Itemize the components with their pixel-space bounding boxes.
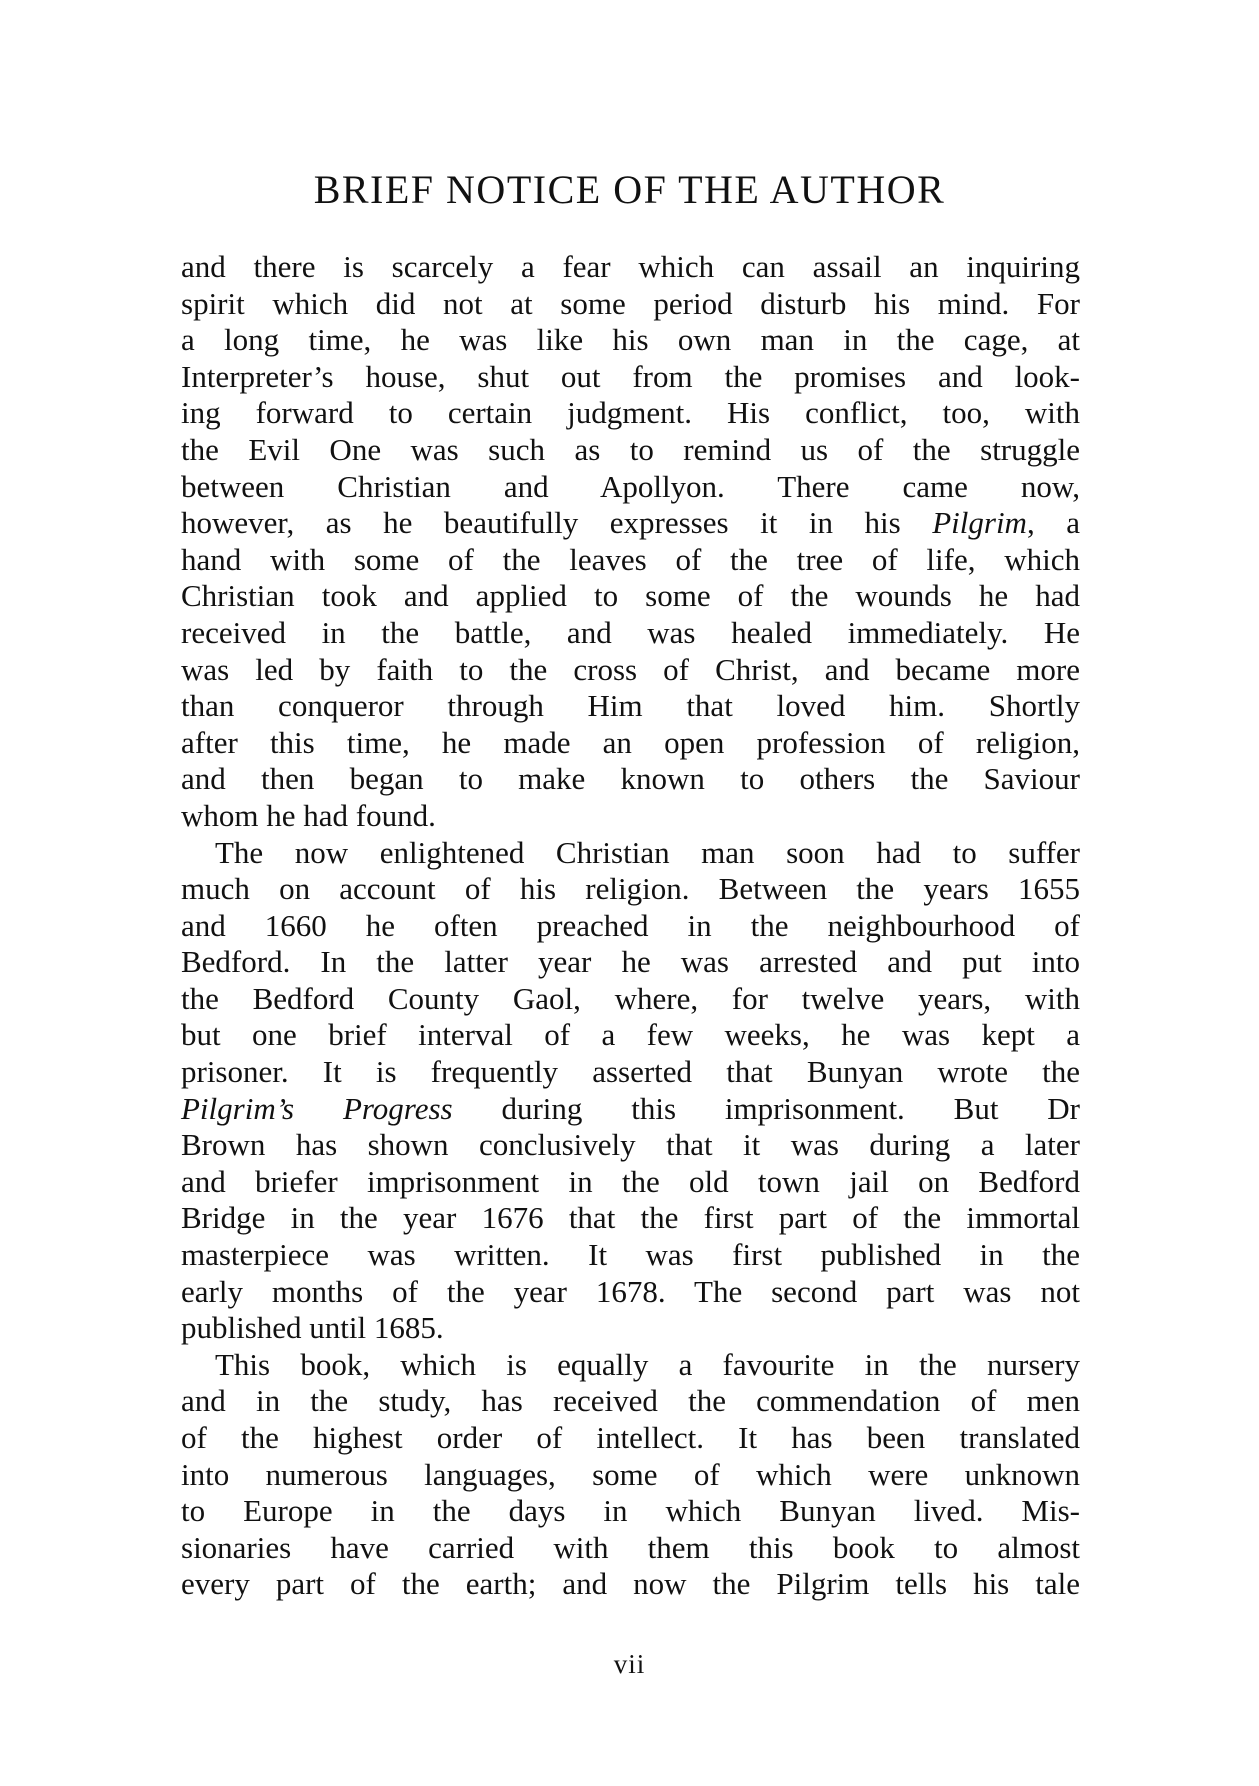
text-line: to Europe in the days in which Bunyan lived. Mis- bbox=[181, 1493, 1080, 1529]
text-line: however, as he beautifully expresses it in his Pilgrim, a bbox=[181, 505, 1080, 541]
text-line: was led by faith to the cross of Christ, and became more bbox=[181, 651, 1080, 687]
text-line: hand with some of the leaves of the tree of life, which bbox=[181, 541, 1080, 577]
text-line: into numerous languages, some of which were unknown bbox=[181, 1456, 1080, 1492]
text-line: Bridge in the year 1676 that the first part of the immortal bbox=[181, 1200, 1080, 1236]
text-line: between Christian and Apollyon. There came now, bbox=[181, 468, 1080, 504]
text-line: Christian took and applied to some of the wounds he had bbox=[181, 578, 1080, 614]
text-line: spirit which did not at some period disturb his mind. For bbox=[181, 285, 1080, 321]
text-line: and 1660 he often preached in the neighbourhood of bbox=[181, 907, 1080, 943]
text-line: received in the battle, and was healed immediately. He bbox=[181, 614, 1080, 650]
text-line: and briefer imprisonment in the old town jail on Bedford bbox=[181, 1163, 1080, 1199]
text-line: Pilgrim’s Progress during this imprisonment. But Dr bbox=[181, 1090, 1080, 1126]
paragraph-1 bbox=[181, 249, 1080, 835]
text-line: and in the study, has received the commendation of men bbox=[181, 1383, 1080, 1419]
page-number: vii bbox=[613, 1649, 646, 1679]
running-head: BRIEF NOTICE OF THE AUTHOR bbox=[313, 167, 946, 212]
text-line: and then began to make known to others the Saviour bbox=[181, 761, 1080, 797]
text-line: early months of the year 1678. The second part was not bbox=[181, 1273, 1080, 1309]
text-line: Interpreter’s house, shut out from the promises and look- bbox=[181, 358, 1080, 394]
text-line: ing forward to certain judgment. His conflict, too, with bbox=[181, 395, 1080, 431]
text-line: the Bedford County Gaol, where, for twelve years, with bbox=[181, 980, 1080, 1016]
text-line: Bedford. In the latter year he was arrested and put into bbox=[181, 944, 1080, 980]
text-line: Brown has shown conclusively that it was during a later bbox=[181, 1127, 1080, 1163]
text-line: This book, which is equally a favourite in the nursery bbox=[215, 1346, 1080, 1382]
text-line: a long time, he was like his own man in the cage, at bbox=[181, 322, 1080, 358]
text-line: than conqueror through Him that loved him. Shortly bbox=[181, 688, 1080, 724]
text-line: of the highest order of intellect. It has been translated bbox=[181, 1420, 1080, 1455]
text-line: whom he had found. bbox=[181, 797, 436, 833]
text-line: published until 1685. bbox=[181, 1310, 444, 1346]
text-line: sionaries have carried with them this book to almost bbox=[181, 1529, 1080, 1565]
text-line: much on account of his religion. Between the years 1655 bbox=[181, 871, 1080, 907]
text-line: every part of the earth; and now the Pilgrim tells his tale bbox=[181, 1566, 1080, 1602]
paragraph-3 bbox=[181, 1347, 1080, 1603]
text-line: after this time, he made an open profession of religion, bbox=[181, 724, 1080, 760]
text-line: but one brief interval of a few weeks, he was kept a bbox=[181, 1017, 1080, 1053]
text-line: The now enlightened Christian man soon had to suffer bbox=[215, 834, 1080, 870]
paragraph-2 bbox=[181, 835, 1080, 1347]
text-line: and there is scarcely a fear which can assail an inquiring bbox=[181, 249, 1080, 284]
text-line: prisoner. It is frequently asserted that Bunyan wrote the bbox=[181, 1054, 1080, 1090]
body-text bbox=[181, 249, 1080, 1603]
text-line: the Evil One was such as to remind us of the struggle bbox=[181, 431, 1080, 467]
text-line: masterpiece was written. It was first published in the bbox=[181, 1237, 1080, 1273]
